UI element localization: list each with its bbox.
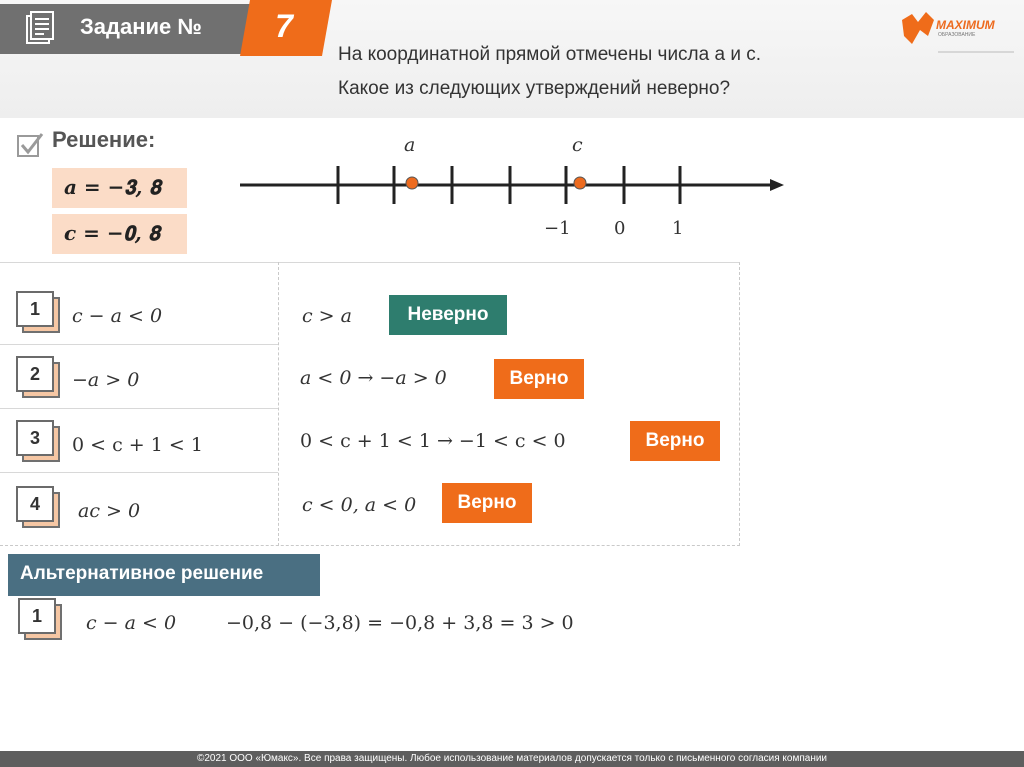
alternative-statement: c − a < 0 <box>86 612 177 634</box>
logo-subtext: ОБРАЗОВАНИЕ <box>938 32 976 38</box>
option-badge-1: 1 <box>16 291 60 333</box>
tick-label-one: 1 <box>672 218 684 239</box>
option-statement-1: c − a < 0 <box>72 305 163 327</box>
page-title: Задание № <box>80 14 202 39</box>
document-icon <box>24 11 54 45</box>
footer-copyright: ©2021 ООО «Юмакс». Все права защищены. Любое использование материалов допускается только с письменного согласия компании <box>0 751 1024 767</box>
verdict-badge-1: Неверно <box>389 295 507 335</box>
table-column-divider <box>278 262 279 546</box>
value-c-box: 𝒄 = −𝟎, 𝟖 <box>52 214 187 254</box>
tick-label-zero: 0 <box>614 218 626 239</box>
option-reasoning-1: c > a <box>302 305 352 327</box>
option-badge-4: 4 <box>16 486 60 528</box>
option-statement-4: ac > 0 <box>78 500 141 522</box>
alternative-calculation: −0,8 − (−3,8) = −0,8 + 3,8 = 3 > 0 <box>226 612 574 634</box>
value-a-box: 𝒂 = −𝟑, 𝟖 <box>52 168 187 208</box>
verdict-badge-2: Верно <box>494 359 584 399</box>
option-statement-2: −a > 0 <box>72 369 140 391</box>
option-reasoning-3: 0 < c + 1 < 1 → −1 < c < 0 <box>300 430 566 452</box>
verdict-badge-4: Верно <box>442 483 532 523</box>
option-badge-3: 3 <box>16 420 60 462</box>
checkbox-checked-icon <box>16 130 44 158</box>
question-line-2: Какое из следующих утверждений неверно? <box>338 78 731 99</box>
point-c-label: c <box>572 134 583 156</box>
table-row-divider <box>0 344 278 345</box>
option-badge-2: 2 <box>16 356 60 398</box>
option-reasoning-2: a < 0 → −a > 0 <box>300 367 447 389</box>
point-c <box>574 177 586 189</box>
alternative-solution-header: Альтернативное решение <box>8 554 320 596</box>
logo-text: MAXIMUM <box>936 18 995 32</box>
table-row-divider <box>0 472 278 473</box>
point-a-label: a <box>404 134 416 156</box>
option-statement-3: 0 < c + 1 < 1 <box>72 434 203 456</box>
point-a <box>406 177 418 189</box>
task-number: 7 <box>275 8 293 44</box>
solution-label: Решение: <box>52 127 156 152</box>
verdict-badge-3: Верно <box>630 421 720 461</box>
tick-label-minus-one: −1 <box>544 218 571 239</box>
table-row-divider <box>0 408 278 409</box>
question-line-1: На координатной прямой отмечены числа а и с. <box>338 44 762 65</box>
number-line <box>236 160 796 210</box>
alternative-badge-1: 1 <box>18 598 62 640</box>
option-reasoning-4: c < 0, a < 0 <box>302 494 417 516</box>
